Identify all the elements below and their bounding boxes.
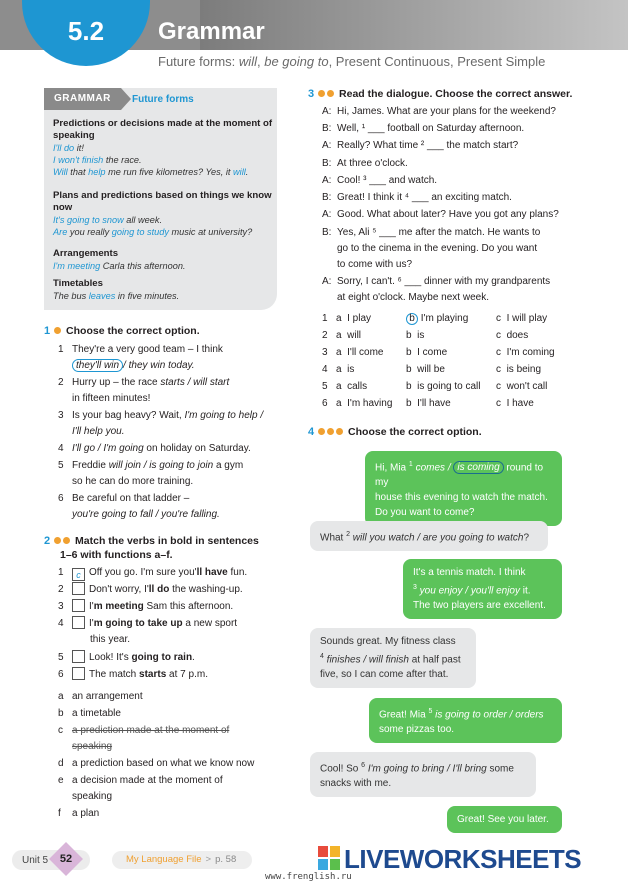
exercise-1-title [44, 325, 200, 337]
exercise-instruction: Read the dialogue. Choose the correct answer. [339, 88, 573, 100]
gap-number: 5 [428, 708, 433, 715]
item-text: at 7 p.m. [166, 669, 208, 680]
exercise-instruction-2: 1–6 with functions a–f. [60, 549, 173, 561]
chat-bubble-received [310, 521, 548, 551]
option-b[interactable]: b is [406, 330, 425, 341]
dialogue-text: Great! I think it ⁴ ___ an exciting match. [337, 192, 512, 203]
liveworksheets-logo-text: LIVEWORKSHEETS [344, 844, 582, 874]
answer-box[interactable] [72, 616, 85, 629]
exercise-3-title [308, 88, 572, 100]
item-text: on holiday on Saturday. [143, 443, 251, 454]
grammar-example [53, 142, 273, 154]
item-number: 6 [58, 493, 64, 504]
item-text: . [192, 652, 195, 663]
bubble-text: some pizzas too. [379, 724, 455, 736]
item-text: the washing-up. [169, 584, 243, 595]
item-text: Freddie [72, 460, 109, 471]
option-row [322, 381, 572, 397]
option-c[interactable]: c is being [496, 364, 542, 375]
dialogue-text: Really? What time ² ___ the match start? [337, 140, 519, 151]
function-letter: d [58, 758, 64, 769]
bubble-text: some [486, 763, 514, 775]
footer-unit-label: Unit 5 [22, 855, 49, 866]
bubble-options[interactable]: you enjoy / you'll enjoy [416, 585, 520, 597]
grammar-text: in five minutes. [115, 291, 180, 301]
grammar-text: it! [74, 143, 84, 153]
option-c-text: does [506, 330, 529, 341]
exercise-number: 4 [308, 426, 315, 438]
item-text: I' [89, 618, 94, 629]
bubble-text: Sounds great. My fitness class [320, 636, 456, 647]
item-text: Is your bag heavy? Wait, [72, 410, 185, 421]
item-number: 1 [58, 567, 64, 578]
function-text: a plan [72, 808, 100, 819]
option-b-text: is going to call [417, 381, 481, 392]
difficulty-dot-icon [336, 428, 343, 435]
grammar-section-plans [53, 190, 273, 238]
answer-box[interactable] [72, 599, 85, 612]
option-b[interactable] [406, 313, 468, 325]
grammar-box [44, 88, 277, 310]
option-row [322, 313, 572, 329]
item-options[interactable]: / they win today. [123, 360, 195, 371]
bubble-text: it. [520, 585, 531, 597]
function-text: a decision made at the moment of [72, 775, 223, 786]
option-number: 6 [322, 398, 328, 409]
chosen-option[interactable]: is coming [453, 461, 503, 474]
liveworksheets-logo-icon [318, 846, 340, 870]
option-b-text: I'm playing [420, 313, 469, 324]
item-text: this year. [90, 634, 131, 645]
subtitle-going: be going to [264, 54, 329, 69]
dialogue-text: Hi, James. What are your plans for the weekend? [337, 106, 556, 117]
function-letter: e [58, 775, 64, 786]
option-a[interactable]: a I'll come [336, 347, 384, 358]
chat-bubble-sent [403, 559, 562, 619]
function-letter: c [58, 725, 63, 736]
option-c[interactable]: c does [496, 330, 529, 341]
dialogue-text: to come with us? [337, 259, 413, 270]
grammar-highlight: I won't finish [53, 155, 104, 165]
difficulty-dot-icon [318, 90, 325, 97]
speaker: A: [322, 276, 332, 287]
grammar-text: that [67, 167, 89, 177]
option-a-text: I'm having [347, 398, 393, 409]
grammar-highlight: will [233, 167, 246, 177]
bubble-text: Great! Mia [379, 709, 429, 721]
grammar-highlight: It's going to snow [53, 215, 124, 225]
speaker: B: [322, 192, 332, 203]
bubble-options[interactable]: is going to order / orders [432, 709, 544, 721]
grammar-highlight: Are [53, 227, 68, 237]
chat-bubble-received [310, 628, 476, 688]
gap-number: 2 [346, 531, 351, 538]
function-text: speaking [72, 791, 113, 802]
grammar-example [53, 290, 273, 302]
chat-bubble-sent [447, 806, 562, 833]
option-number: 1 [322, 313, 328, 324]
option-c[interactable]: c I have [496, 398, 534, 409]
speaker: B: [322, 158, 332, 169]
item-bold-verb: ll have [196, 567, 228, 578]
grammar-section-predictions [53, 118, 273, 178]
bubble-text: The two players are excellent. [413, 600, 546, 612]
option-b-text: I'll have [417, 398, 451, 409]
grammar-heading: Timetables [53, 278, 103, 289]
mlf-separator: > [205, 854, 212, 865]
option-number: 3 [322, 347, 328, 358]
exercise-4-title [308, 426, 482, 438]
function-letter: b [58, 708, 64, 719]
grammar-highlight: leaves [88, 291, 116, 301]
option-c-text: is being [506, 364, 542, 375]
difficulty-dot-icon [54, 537, 61, 544]
chat-bubble-sent [369, 698, 562, 743]
answer-box[interactable] [72, 667, 85, 680]
grammar-example [53, 260, 273, 272]
chat-bubble-received [310, 752, 536, 797]
item-text: Hurry up – the race [72, 377, 161, 388]
answer-box[interactable] [72, 650, 85, 663]
grammar-text: music at university? [168, 227, 253, 237]
item-text: Off you go. I'm sure you' [89, 567, 197, 578]
option-a-text: calls [347, 381, 368, 392]
grammar-section-arrangements [53, 248, 273, 272]
grammar-text: you really [67, 227, 112, 237]
grammar-section-timetables [53, 278, 273, 302]
grammar-example [53, 226, 273, 238]
dialogue-text: Yes, Ali ⁵ ___ me after the match. He wants to [337, 227, 541, 238]
grammar-text: The bus [53, 291, 89, 301]
dialogue-text: At three o'clock. [337, 158, 408, 169]
item-number: 4 [58, 618, 64, 629]
subtitle-prefix: Future forms: [158, 54, 239, 69]
function-letter: f [58, 808, 61, 819]
item-number: 3 [58, 410, 64, 421]
option-row [322, 347, 572, 363]
option-c-text: I'm coming [506, 347, 555, 358]
dialogue-text: Sorry, I can't. ⁶ ___ dinner with my grandparents [337, 276, 551, 287]
item-number: 1 [58, 344, 64, 355]
site-url: www.frenglish.ru [265, 872, 352, 882]
circled-option-icon: b [406, 313, 418, 325]
exercise-number: 2 [44, 535, 51, 547]
item-options[interactable]: you're going to fall / you're falling. [72, 509, 220, 520]
speaker: B: [322, 123, 332, 134]
function-text: a prediction based on what we know now [72, 758, 255, 769]
item-bold-verb: starts [139, 669, 167, 680]
difficulty-dot-icon [63, 537, 70, 544]
subtitle-rest: , Present Continuous, Present Simple [328, 54, 546, 69]
item-bold-verb: going to rain [131, 652, 193, 663]
item-bold-verb: m going to take up [93, 618, 183, 629]
option-row [322, 330, 572, 346]
mlf-label: My Language File [126, 854, 202, 865]
speaker: A: [322, 140, 332, 151]
grammar-highlight: help [88, 167, 106, 177]
option-number: 5 [322, 381, 328, 392]
section-subtitle [158, 54, 545, 69]
gap-number: 1 [408, 461, 413, 468]
function-text: speaking [72, 741, 113, 752]
mlf-page: p. 58 [215, 854, 237, 865]
option-c[interactable]: c I will play [496, 313, 548, 324]
option-b[interactable]: b is going to call [406, 381, 481, 392]
bubble-options[interactable]: I'm going to bring / I'll bring [365, 763, 487, 775]
speaker: A: [322, 175, 332, 186]
bubble-text: What [320, 532, 347, 544]
grammar-topic: Future forms [132, 94, 194, 105]
exercise-number: 1 [44, 325, 51, 337]
item-options[interactable]: starts / will start [160, 377, 230, 388]
bubble-options[interactable]: finishes / will finish [323, 654, 409, 666]
item-number: 5 [58, 460, 64, 471]
bubble-text: Great! See you later. [457, 814, 549, 825]
item-options[interactable]: I'll go / I'm going [72, 443, 144, 454]
grammar-heading: Predictions or decisions made at the moment of speaking [53, 118, 273, 141]
option-a[interactable]: a is [336, 364, 355, 375]
item-text: The match [89, 669, 140, 680]
item-text: in fifteen minutes! [72, 393, 151, 404]
item-text: fun. [227, 567, 248, 578]
grammar-text: . [245, 167, 249, 177]
my-language-file-link[interactable] [112, 851, 252, 869]
grammar-highlight: Will [53, 167, 68, 177]
subtitle-sep: , [256, 54, 265, 69]
item-text: Sam this afternoon. [143, 601, 234, 612]
dialogue-text: at eight o'clock. Maybe next week. [337, 292, 489, 303]
gap-number: 4 [320, 653, 324, 660]
grammar-text: me run five kilometres? Yes, it [105, 167, 234, 177]
option-number: 2 [322, 330, 328, 341]
chat-bubble-sent [365, 451, 562, 526]
answer-box[interactable]: c [72, 568, 85, 581]
speaker: B: [322, 227, 332, 238]
item-number: 3 [58, 601, 64, 612]
item-number: 5 [58, 652, 64, 663]
item-bold-verb: ll do [148, 584, 170, 595]
option-row [322, 398, 572, 414]
difficulty-dot-icon [327, 90, 334, 97]
section-title: Grammar [158, 18, 265, 45]
option-b-text: will be [417, 364, 445, 375]
function-text: an arrangement [72, 691, 143, 702]
bubble-text: Cool! So [320, 763, 362, 775]
grammar-text: all week. [123, 215, 163, 225]
option-c-text: I will play [506, 313, 548, 324]
option-a-text: is [347, 364, 355, 375]
section-number: 5.2 [67, 16, 105, 46]
bubble-text: snacks with me. [320, 778, 392, 790]
item-options[interactable]: will join / is going to join [108, 460, 214, 471]
option-b[interactable]: b will be [406, 364, 445, 375]
option-b[interactable]: b I'll have [406, 398, 451, 409]
item-number: 4 [58, 443, 64, 454]
grammar-highlight: I'm meeting [53, 261, 101, 271]
dialogue-text: go to the cinema in the evening. Do you want [337, 243, 538, 254]
item-text: Don't worry, I' [89, 584, 149, 595]
item-text: Look! It's [89, 652, 132, 663]
exercise-number: 3 [308, 88, 315, 100]
bubble-text: It's a tennis match. I think [413, 567, 526, 578]
gap-number: 3 [413, 584, 417, 591]
item-text: so he can do more training. [72, 476, 194, 487]
bubble-text: five, so I can come after that. [320, 669, 449, 681]
speaker: A: [322, 209, 332, 220]
option-a[interactable]: a will [336, 330, 362, 341]
subtitle-will: will [238, 54, 257, 69]
option-a[interactable]: a calls [336, 381, 368, 392]
option-b-text: is [417, 330, 425, 341]
bubble-text: Do you want to come? [375, 507, 475, 519]
grammar-example [53, 154, 273, 166]
dialogue-text: Well, ¹ ___ football on Saturday afternoon. [337, 123, 525, 134]
function-letter: a [58, 691, 64, 702]
function-text: a timetable [72, 708, 121, 719]
grammar-text: the race. [103, 155, 142, 165]
item-number: 2 [58, 584, 64, 595]
option-a-text: I'll come [347, 347, 384, 358]
option-a-text: I play [347, 313, 372, 324]
item-number: 6 [58, 669, 64, 680]
option-c-text: won't call [506, 381, 548, 392]
difficulty-dot-icon [54, 327, 61, 334]
item-text: a new sport [182, 618, 238, 629]
item-text: They're a very good team – I think [72, 344, 223, 355]
option-a[interactable]: a I'm having [336, 398, 393, 409]
item-options[interactable]: I'll help you. [72, 426, 125, 437]
answer-box[interactable] [72, 582, 85, 595]
exercise-instruction: Choose the correct option. [66, 325, 200, 337]
difficulty-dot-icon [327, 428, 334, 435]
option-c[interactable]: c won't call [496, 381, 548, 392]
bubble-options[interactable]: will you watch / are you going to watch [350, 532, 524, 544]
chosen-option[interactable]: they'll win [72, 359, 123, 372]
grammar-tag: GRAMMAR [44, 88, 121, 110]
item-options[interactable]: I'm going to help / [184, 410, 264, 421]
grammar-text: Carla this afternoon. [100, 261, 186, 271]
bubble-text: Hi, Mia [375, 462, 409, 474]
option-a[interactable]: a I play [336, 313, 372, 324]
item-text: a gym [213, 460, 244, 471]
bubble-text: ? [523, 532, 530, 544]
exercise-instruction: Match the verbs in bold in sentences [75, 535, 259, 547]
gap-number: 6 [361, 762, 366, 769]
exercise-instruction: Choose the correct option. [348, 426, 482, 438]
bubble-text: at half past [408, 654, 461, 666]
grammar-example [53, 166, 273, 178]
option-b-text: I come [417, 347, 448, 358]
grammar-highlight: going to study [111, 227, 169, 237]
bubble-options[interactable]: comes / [412, 462, 454, 474]
dialogue-text: Good. What about later? Have you got any plans? [337, 209, 559, 220]
grammar-heading: Arrangements [53, 248, 119, 259]
option-row [322, 364, 572, 380]
grammar-example [53, 214, 273, 226]
item-number: 2 [58, 377, 64, 388]
bubble-text: house this evening to watch the match. [375, 492, 548, 504]
grammar-highlight: I'll do [53, 143, 75, 153]
option-number: 4 [322, 364, 328, 375]
item-text: I' [89, 601, 94, 612]
option-a-text: will [347, 330, 362, 341]
option-b[interactable]: b I come [406, 347, 448, 358]
option-c[interactable]: c I'm coming [496, 347, 555, 358]
option-c-text: I have [506, 398, 534, 409]
difficulty-dot-icon [318, 428, 325, 435]
item-text: Be careful on that ladder – [72, 493, 190, 504]
grammar-heading: Plans and predictions based on things we know now [53, 190, 272, 213]
page-number: 52 [59, 853, 73, 865]
speaker: A: [322, 106, 332, 117]
function-text: a prediction made at the moment of [72, 725, 230, 736]
page-header [0, 0, 628, 78]
dialogue-text: Cool! ³ ___ and watch. [337, 175, 438, 186]
exercise-2-title [44, 534, 294, 562]
bubble-text: round to my [375, 462, 544, 489]
item-bold-verb: m meeting [93, 601, 144, 612]
